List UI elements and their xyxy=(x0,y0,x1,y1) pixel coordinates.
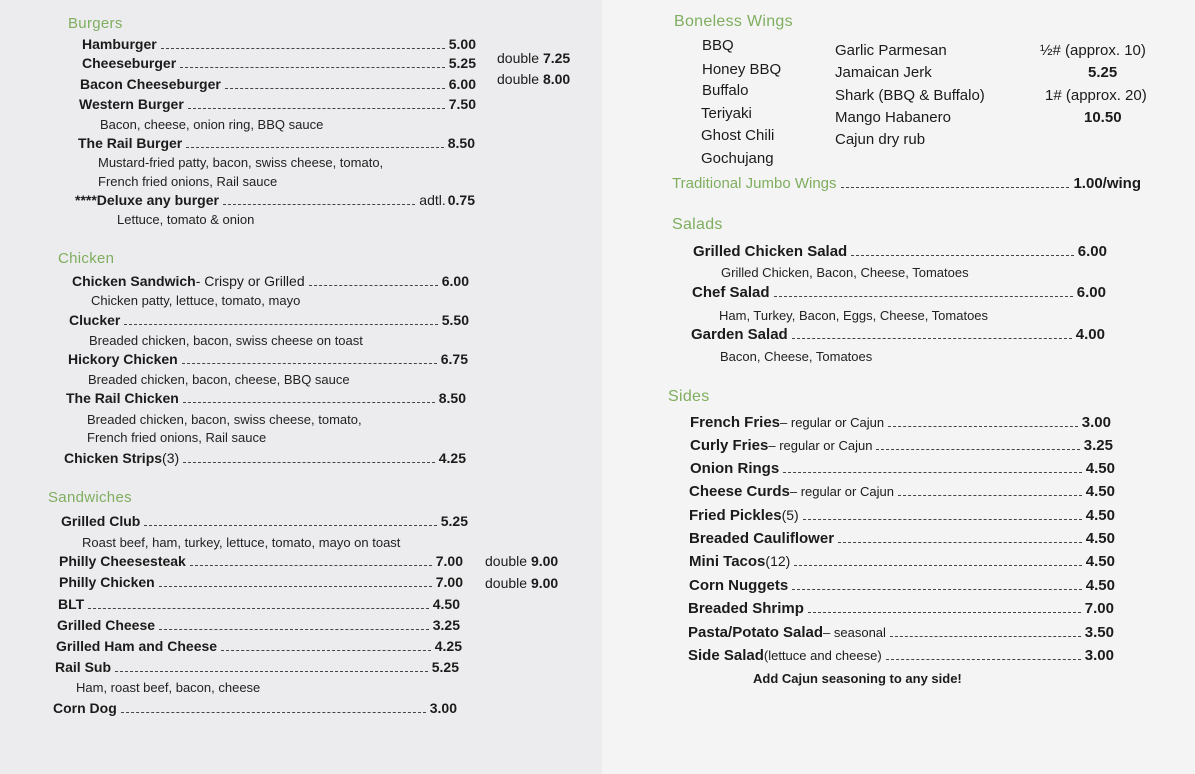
menu-item-bacon-cheeseburger: Bacon Cheeseburger 6.00 xyxy=(80,76,476,92)
item-description: Bacon, cheese, onion ring, BBQ sauce xyxy=(100,117,324,132)
wing-flavor: Ghost Chili xyxy=(701,127,775,144)
item-description: Chicken patty, lettuce, tomato, mayo xyxy=(91,293,301,308)
item-description: Bacon, Cheese, Tomatoes xyxy=(720,349,873,364)
wing-flavor: Mango Habanero xyxy=(835,109,951,126)
menu-item-western-burger: Western Burger 7.50 xyxy=(79,96,476,112)
item-description: Breaded chicken, bacon, swiss cheese on toast xyxy=(89,333,363,348)
wing-flavor: Cajun dry rub xyxy=(835,131,926,148)
wing-flavor: Buffalo xyxy=(702,82,749,99)
menu-page-right xyxy=(602,0,1195,774)
menu-item-breaded-shrimp: Breaded Shrimp 7.00 xyxy=(688,600,1114,617)
section-heading-sandwiches: Sandwiches xyxy=(48,489,132,506)
item-description: Ham, roast beef, bacon, cheese xyxy=(76,680,261,695)
wing-flavor: Honey BBQ xyxy=(702,61,782,78)
double-price: double 7.25 xyxy=(497,50,571,66)
menu-item-cheeseburger: Cheeseburger 5.25 xyxy=(82,55,476,71)
menu-item-grilled-chicken-salad: Grilled Chicken Salad 6.00 xyxy=(693,243,1107,260)
section-heading-sides: Sides xyxy=(668,388,710,405)
menu-item-onion-rings: Onion Rings 4.50 xyxy=(690,460,1115,477)
menu-item-corn-dog: Corn Dog 3.00 xyxy=(53,700,457,716)
menu-item-the-rail-chicken: The Rail Chicken 8.50 xyxy=(66,390,466,406)
menu-item-grilled-club: Grilled Club 5.25 xyxy=(61,513,468,529)
section-heading-boneless-wings: Boneless Wings xyxy=(674,13,793,30)
wing-flavor: Jamaican Jerk xyxy=(835,64,932,81)
wing-size-price: 10.50 xyxy=(1084,109,1122,126)
double-price: double 9.00 xyxy=(485,575,559,591)
section-heading-burgers: Burgers xyxy=(68,15,123,32)
item-description: Mustard-fried patty, bacon, swiss cheese, tomato, xyxy=(98,155,384,170)
item-description: Ham, Turkey, Bacon, Eggs, Cheese, Tomatoes xyxy=(719,308,989,323)
wing-flavor: Gochujang xyxy=(701,150,774,167)
menu-item-philly-chicken: Philly Chicken 7.00 xyxy=(59,574,463,590)
wing-size-price: 5.25 xyxy=(1088,64,1118,81)
wing-size-label: 1# (approx. 20) xyxy=(1045,87,1147,104)
menu-item-chef-salad: Chef Salad 6.00 xyxy=(692,284,1106,301)
double-price: double 9.00 xyxy=(485,553,559,569)
menu-item-deluxe-any-burger: ****Deluxe any burger adtl. 0.75 xyxy=(75,192,475,208)
menu-item-mini-tacos: Mini Tacos (12) 4.50 xyxy=(689,553,1115,570)
menu-item-french-fries: French Fries – regular or Cajun 3.00 xyxy=(690,414,1111,431)
item-description: French fried onions, Rail sauce xyxy=(98,174,278,189)
menu-item-grilled-ham-and-cheese: Grilled Ham and Cheese 4.25 xyxy=(56,638,462,654)
section-heading-salads: Salads xyxy=(672,216,723,233)
item-description: Breaded chicken, bacon, swiss cheese, tomato, xyxy=(87,412,362,427)
menu-item-traditional-jumbo-wings: Traditional Jumbo Wings 1.00/wing xyxy=(672,175,1141,192)
item-description: Breaded chicken, bacon, cheese, BBQ sauce xyxy=(88,372,350,387)
item-description: Grilled Chicken, Bacon, Cheese, Tomatoes xyxy=(721,265,969,280)
wing-flavor: Garlic Parmesan xyxy=(835,42,947,59)
sides-footer-note: Add Cajun seasoning to any side! xyxy=(753,671,962,686)
menu-item-hamburger: Hamburger 5.00 xyxy=(82,36,476,52)
item-description: Roast beef, ham, turkey, lettuce, tomato, mayo on toast xyxy=(82,535,401,550)
menu-item-chicken-strips: Chicken Strips (3) 4.25 xyxy=(64,450,466,466)
item-description: French fried onions, Rail sauce xyxy=(87,430,267,445)
menu-item-chicken-sandwich: Chicken Sandwich - Crispy or Grilled 6.00 xyxy=(72,273,469,289)
menu-item-fried-pickles: Fried Pickles (5) 4.50 xyxy=(689,507,1115,524)
menu-item-philly-cheesesteak: Philly Cheesesteak 7.00 xyxy=(59,553,463,569)
menu-item-pasta-potato-salad: Pasta/Potato Salad – seasonal 3.50 xyxy=(688,624,1114,641)
menu-item-rail-sub: Rail Sub 5.25 xyxy=(55,659,459,675)
menu-item-curly-fries: Curly Fries – regular or Cajun 3.25 xyxy=(690,437,1113,454)
menu-item-cheese-curds: Cheese Curds – regular or Cajun 4.50 xyxy=(689,483,1115,500)
item-description: Lettuce, tomato & onion xyxy=(117,212,255,227)
menu-item-grilled-cheese: Grilled Cheese 3.25 xyxy=(57,617,460,633)
menu-item-hickory-chicken: Hickory Chicken 6.75 xyxy=(68,351,468,367)
menu-item-breaded-cauliflower: Breaded Cauliflower 4.50 xyxy=(689,530,1115,547)
menu-item-clucker: Clucker 5.50 xyxy=(69,312,469,328)
wing-flavor: BBQ xyxy=(702,37,734,54)
menu-item-blt: BLT 4.50 xyxy=(58,596,460,612)
menu-item-corn-nuggets: Corn Nuggets 4.50 xyxy=(689,577,1115,594)
menu-item-the-rail-burger: The Rail Burger 8.50 xyxy=(78,135,475,151)
double-price: double 8.00 xyxy=(497,71,571,87)
wing-flavor: Shark (BBQ & Buffalo) xyxy=(835,87,985,104)
menu-item-side-salad: Side Salad (lettuce and cheese) 3.00 xyxy=(688,647,1114,664)
menu-item-garden-salad: Garden Salad 4.00 xyxy=(691,326,1105,343)
wing-size-label: ½# (approx. 10) xyxy=(1040,42,1146,59)
section-heading-chicken: Chicken xyxy=(58,250,115,267)
wing-flavor: Teriyaki xyxy=(701,105,752,122)
